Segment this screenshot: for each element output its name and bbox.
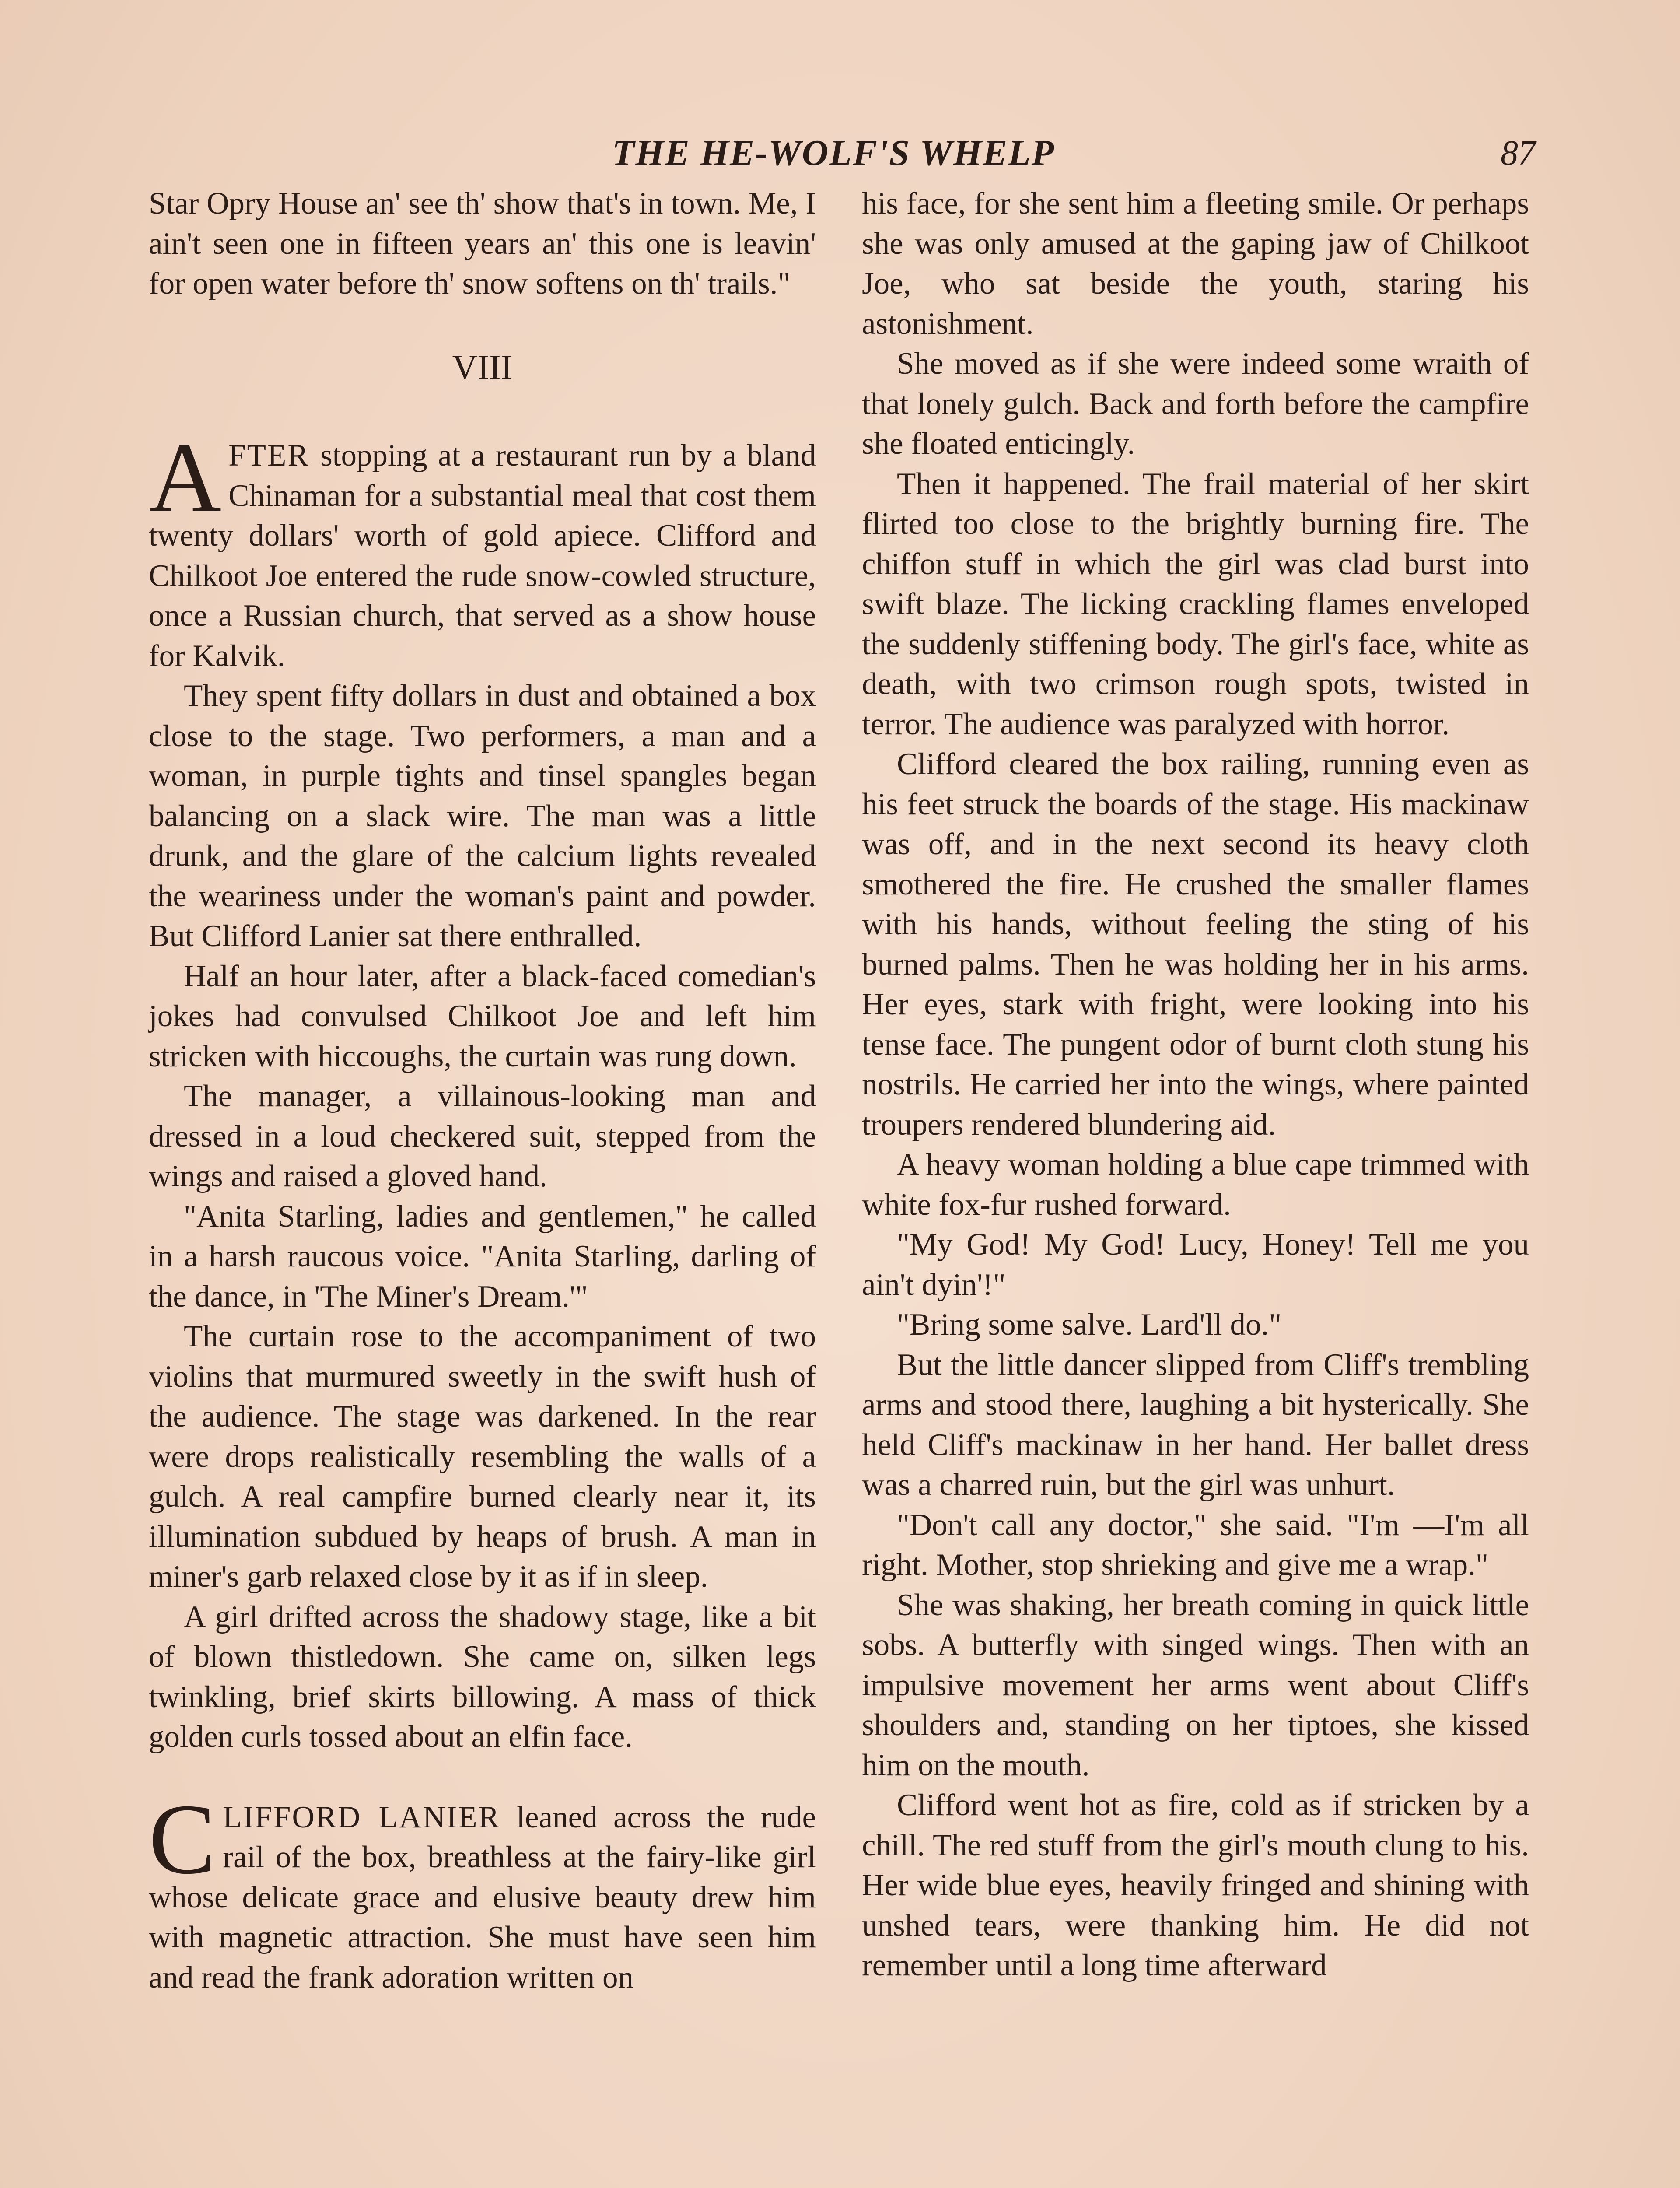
paragraph: Clifford cleared the box railing, running even as his feet struck the boards of the stage. His mackinaw was off, and in the next second its heavy cloth smothered the fire. He crushed the smaller flames with his hands, without feeling the sting of his burned palms. Then he was holding her in his arms. Her eyes, stark with fright, were looking into his tense face. The pungent odor of burnt cloth stung his nostrils. He carried her into the wings, where painted troupers rendered blundering aid.	[862, 747, 1529, 1142]
drop-cap: A	[149, 421, 222, 533]
section-gap	[149, 1757, 816, 1798]
paragraph-dropcap	[149, 421, 816, 676]
paragraph-dropcap	[149, 1783, 816, 1998]
chapter-heading: VIII	[452, 348, 513, 387]
paragraph: "Don't call any doctor," she said. "I'm —I'm all right. Mother, stop shrieking and give me a wrap."	[862, 1508, 1529, 1582]
running-title: THE HE-WOLF'S WHELP	[612, 133, 1055, 173]
lead-in: LIFFORD LANIER	[223, 1800, 500, 1834]
paragraph: Star Opry House an' see th' show that's in town. Me, I ain't seen one in fifteen years an' this one is leavin' for open water before th' snow softens on th' trails."	[149, 186, 816, 301]
paragraph: "Bring some salve. Lard'll do."	[897, 1308, 1282, 1342]
paragraph: Half an hour later, after a black-faced comedian's jokes had convulsed Chilkoot Joe and left him stricken with hiccoughs, the curtain was rung down.	[149, 959, 816, 1073]
lead-in: FTER	[228, 438, 310, 473]
paragraph: A girl drifted across the shadowy stage, like a bit of blown thistledown. She came on, silken legs twinkling, brief skirts billowing. A mass of thick golden curls tossed about an elfin face.	[149, 1599, 816, 1754]
paragraph: She was shaking, her breath coming in quick little sobs. A butterfly with singed wings. Then with an impulsive movement her arms went about Cliff's shoulders and, standing on her tiptoes, she kissed him on the mouth.	[862, 1588, 1529, 1782]
paragraph: They spent fifty dollars in dust and obtained a box close to the stage. Two performers, a man and a woman, in purple tights and tinsel spangles began balancing on a slack wire. The man was a little drunk, and the glare of the calcium lights revealed the weariness under the woman's paint and powder. But Clifford Lanier sat there enthralled.	[149, 679, 816, 953]
paragraph: But the little dancer slipped from Cliff's trembling arms and stood there, laughing a bit hysterically. She held Cliff's mackinaw in her hand. Her ballet dress was a charred ruin, but the girl was unhurt.	[862, 1347, 1529, 1502]
paragraph: "Anita Starling, ladies and gentlemen," he called in a harsh raucous voice. "Anita Starling, darling of the dance, in 'The Miner's Dream.'"	[149, 1199, 816, 1314]
left-column	[149, 184, 816, 1998]
paragraph: She moved as if she were indeed some wraith of that lonely gulch. Back and forth before the campfire she floated enticingly.	[862, 347, 1529, 461]
page-number: 87	[1501, 134, 1536, 172]
paragraph-text: stopping at a restaurant run by a bland Chinaman for a substantial meal that cost them twenty dollars' worth of gold apiece. Clifford and Chilkoot Joe entered the rude snow-cowled structure, once a Russian church, that served as a show house for Kalvik.	[149, 438, 816, 673]
paragraph: Clifford went hot as fire, cold as if stricken by a chill. The red stuff from the girl's mouth clung to his. Her wide blue eyes, heavily fringed and shining with unshed tears, were thanking him. He did not remember until a long time afterward	[862, 1788, 1529, 1982]
paragraph-text: leaned across the rude rail of the box, breathless at the fairy-like girl whose delicate grace and elusive beauty drew him with magnetic attraction. She must have seen him and read the frank adoration written on	[149, 1800, 816, 1995]
page-header	[131, 127, 1536, 179]
paragraph: The manager, a villainous-looking man and dressed in a loud checkered suit, stepped from the wings and raised a gloved hand.	[149, 1079, 816, 1193]
right-column	[862, 184, 1529, 1986]
paragraph: The curtain rose to the accompaniment of two violins that murmured sweetly in the swift hush of the audience. The stage was darkened. In the rear were drops realistically resembling the walls of a gulch. A real campfire burned clearly near it, its illumination subdued by heaps of brush. A man in miner's garb relaxed close by it as if in sleep.	[149, 1319, 816, 1594]
paragraph: "My God! My God! Lucy, Honey! Tell me you ain't dyin'!"	[862, 1227, 1529, 1302]
paragraph: Then it happened. The frail material of her skirt flirted too close to the brightly burning fire. The chiffon stuff in which the girl was clad burst into swift blaze. The licking crackling flames enveloped the suddenly stiffening body. The girl's face, white as death, with two crimson rough spots, twisted in terror. The audience was paralyzed with horror.	[862, 466, 1529, 741]
paragraph: A heavy woman holding a blue cape trimmed with white fox-fur rushed forward.	[862, 1147, 1529, 1222]
paragraph: his face, for she sent him a fleeting smile. Or perhaps she was only amused at the gaping jaw of Chilkoot Joe, who sat beside the youth, staring his astonishment.	[862, 186, 1529, 341]
drop-cap: C	[149, 1783, 216, 1895]
